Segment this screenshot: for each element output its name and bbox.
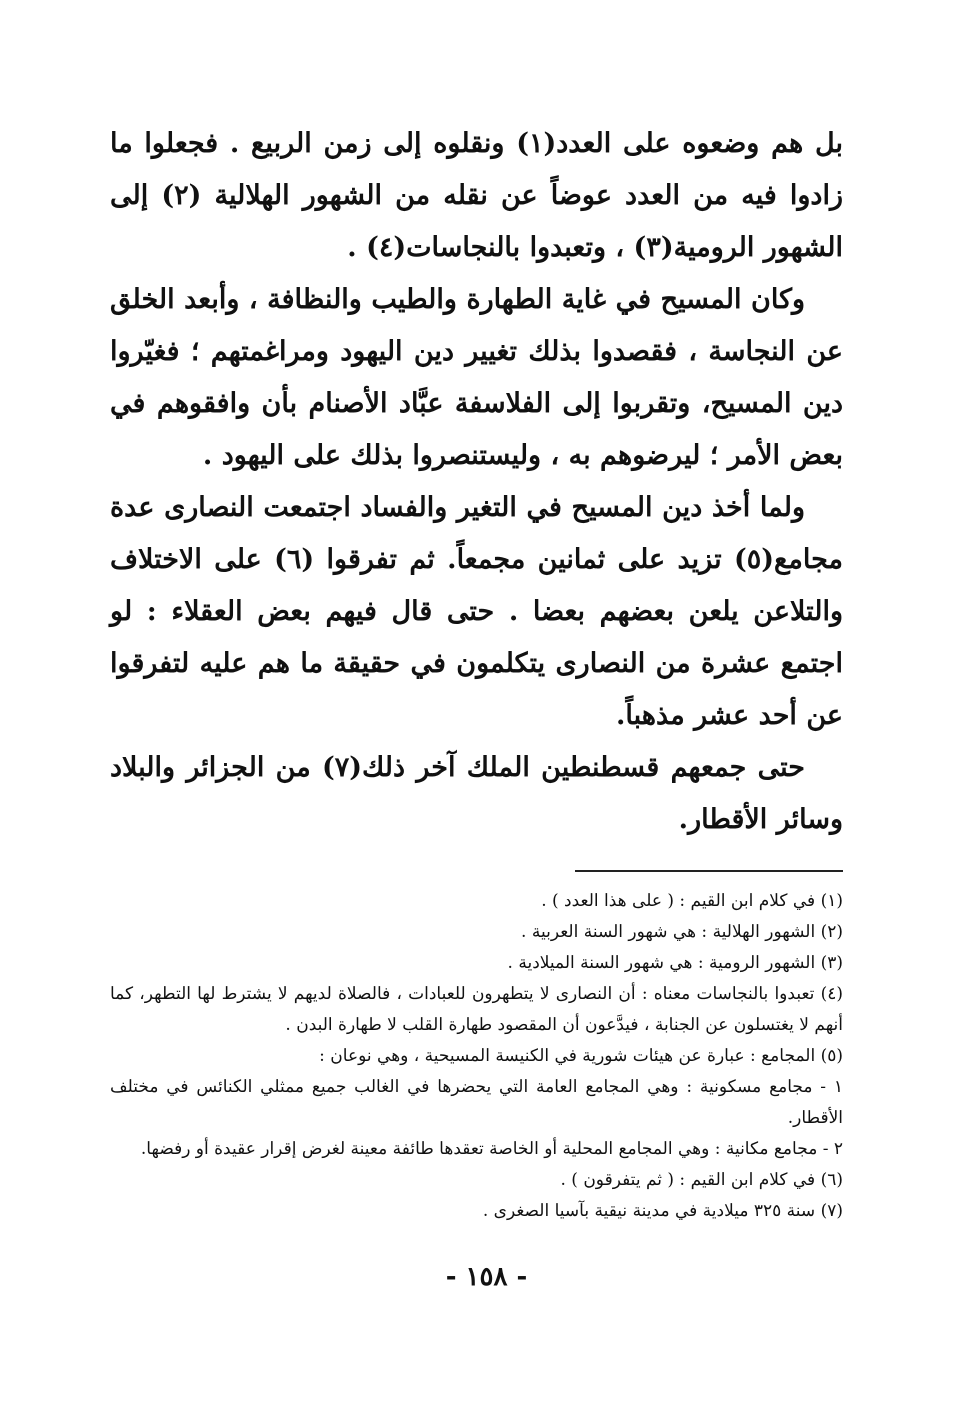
- footnote-subitem: ١ - مجامع مسكونية : وهي المجامع العامة التي يحضرها في الغالب جميع ممثلي الكنائس في مختلف الأقطار.: [110, 1077, 843, 1128]
- footnote: (١) في كلام ابن القيم : ( على هذا العدد ) .: [541, 891, 843, 911]
- page-number: - ١٥٨ -: [445, 1262, 528, 1292]
- paragraph: بل هم وضعوه على العدد(١) ونقلوه إلى زمن الربيع . فجعلوا ما زادوا فيه من العدد عوضاً عن نقله من الشهور الهلالية (٢) إلى الشهور الرومية(٣) ، وتعبدوا بالنجاسات(٤) .: [110, 128, 843, 263]
- paragraph: حتى جمعهم قسطنطين الملك آخر ذلك(٧) من الجزائر والبلاد وسائر الأقطار.: [110, 752, 843, 835]
- footnote: (٦) في كلام ابن القيم : ( ثم يتفرقون ) .: [560, 1170, 843, 1190]
- footnote: (٤) تعبدوا بالنجاسات معناه : أن النصارى لا يتطهرون للعبادات ، فالصلاة لديهم لا يشترط لها التطهر، كما أنهم لا يغتسلون عن الجنابة ، فيدَّعون أن المقصود طهارة القلب لا طهارة البدن .: [110, 984, 843, 1035]
- footnote-divider: [575, 870, 843, 872]
- footnote: (٥) المجامع : عبارة عن هيئات شورية في الكنيسة المسيحية ، وهي نوعان :: [319, 1046, 843, 1066]
- page-body: [110, 118, 843, 1227]
- footnote-subitem: ٢ - مجامع مكانية : وهي المجامع المحلية أو الخاصة تعقدها طائفة معينة لغرض إقرار عقيدة أو رفضها.: [140, 1139, 843, 1159]
- footnotes: [110, 886, 843, 1227]
- paragraph: ولما أخذ دين المسيح في التغير والفساد اجتمعت النصارى عدة مجامع(٥) تزيد على ثمانين مجمعاً. ثم تفرقوا (٦) على الاختلاف والتلاعن يلعن بعضهم بعضا . حتى قال فيهم بعض العقلاء : لو اجتمع عشرة من النصارى يتكلمون في حقيقة ما هم عليه لتفرقوا عن أحد عشر مذهباً.: [110, 492, 843, 731]
- main-text: [110, 118, 843, 846]
- paragraph: وكان المسيح في غاية الطهارة والطيب والنظافة ، وأبعد الخلق عن النجاسة ، فقصدوا بذلك تغيير دين اليهود ومراغمتهم ؛ فغيّروا دين المسيح، وتقربوا إلى الفلاسفة عبَّاد الأصنام بأن وافقوهم في بعض الأمر ؛ ليرضوهم به ، وليستنصروا بذلك على اليهود .: [110, 284, 843, 471]
- footnote: (٣) الشهور الرومية : هي شهور السنة الميلادية .: [507, 953, 843, 973]
- footnote: (٢) الشهور الهلالية : هي شهور السنة العربية .: [521, 922, 843, 942]
- footnote: (٧) سنة ٣٢٥ ميلادية في مدينة نيقية بآسيا الصغرى .: [482, 1201, 843, 1221]
